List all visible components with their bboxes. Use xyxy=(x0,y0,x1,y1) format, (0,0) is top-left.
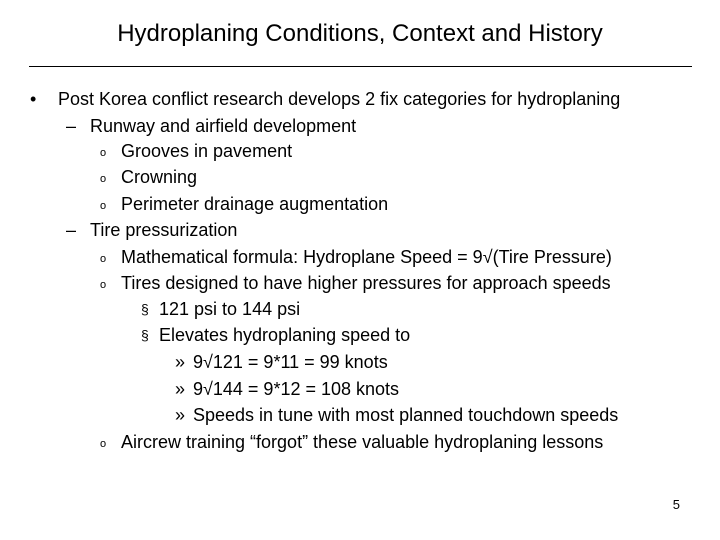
bullet-text: Aircrew training “forgot” these valuable hydroplaning lessons xyxy=(121,432,604,452)
circle-marker: o xyxy=(100,279,107,291)
bullet-text: 9√121 = 9*11 = 99 knots xyxy=(193,352,388,372)
dash-marker: – xyxy=(66,220,77,240)
bullet-text: Elevates hydroplaning speed to xyxy=(159,325,411,345)
bullet-text: Grooves in pavement xyxy=(121,141,293,161)
title-divider xyxy=(29,66,692,67)
circle-marker: o xyxy=(100,200,107,212)
bullet-marker: • xyxy=(30,89,37,109)
bullet-text: Post Korea conflict research develops 2 fix categories for hydroplaning xyxy=(58,89,621,109)
bullet-text: Perimeter drainage augmentation xyxy=(121,194,389,214)
bullet-text: 121 psi to 144 psi xyxy=(159,299,301,319)
bullet-text: Speeds in tune with most planned touchdown speeds xyxy=(193,405,619,425)
bullet-text: 9√144 = 9*12 = 108 knots xyxy=(193,379,400,399)
bullet-text: Runway and airfield development xyxy=(90,116,357,136)
square-marker: § xyxy=(141,327,149,343)
circle-marker: o xyxy=(100,173,107,185)
raquo-marker: » xyxy=(175,405,186,425)
square-marker: § xyxy=(141,301,149,317)
bullet-text: Crowning xyxy=(121,167,198,187)
bullet-text: Tires designed to have higher pressures for approach speeds xyxy=(121,273,611,293)
bullet-text: Mathematical formula: Hydroplane Speed = 9√(Tire Pressure) xyxy=(121,247,612,267)
circle-marker: o xyxy=(100,147,107,159)
circle-marker: o xyxy=(100,438,107,450)
circle-marker: o xyxy=(100,253,107,265)
dash-marker: – xyxy=(66,116,77,136)
raquo-marker: » xyxy=(175,352,186,372)
bullet-text: Tire pressurization xyxy=(90,220,238,240)
slide-title: Hydroplaning Conditions, Context and History xyxy=(117,20,603,47)
raquo-marker: » xyxy=(175,379,186,399)
slide-number: 5 xyxy=(672,497,680,512)
